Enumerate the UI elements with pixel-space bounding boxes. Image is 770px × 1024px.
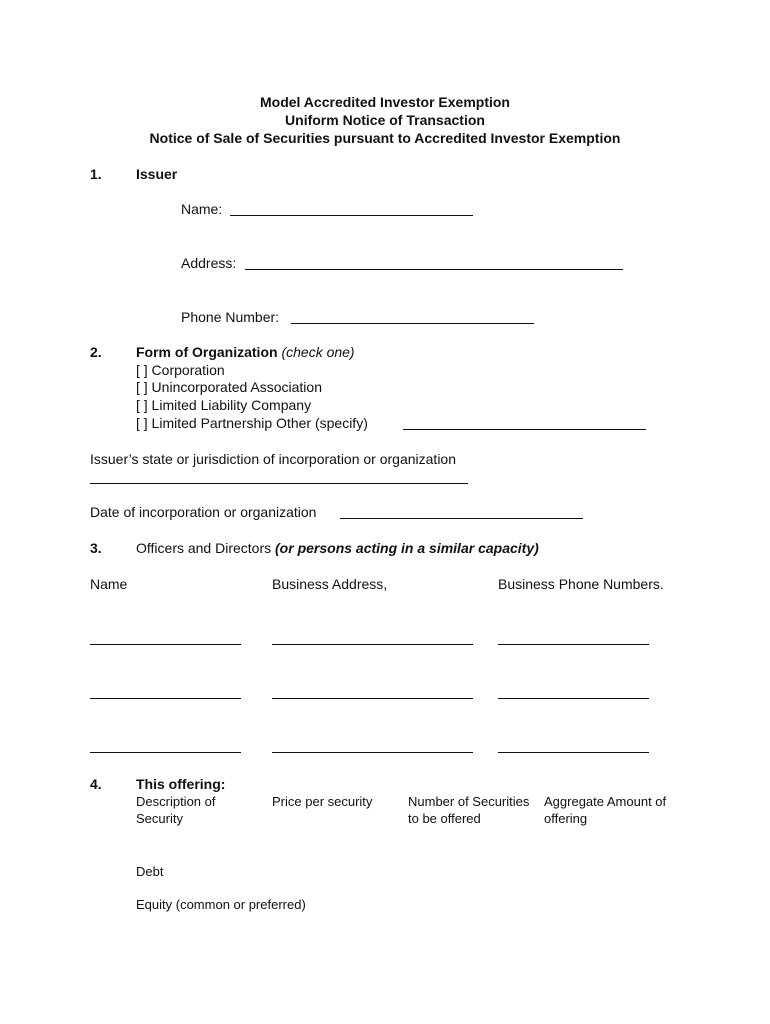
section-1-heading: Issuer bbox=[136, 166, 178, 182]
section-1-number: 1. bbox=[90, 166, 102, 182]
org-option-llc[interactable]: [ ] Limited Liability Company bbox=[136, 397, 312, 413]
title-line-1: Model Accredited Investor Exemption bbox=[260, 94, 510, 110]
section-4-heading: This offering: bbox=[136, 776, 226, 792]
section-2-number: 2. bbox=[90, 344, 102, 360]
section-4-number: 4. bbox=[90, 776, 102, 792]
state-jurisdiction-field[interactable] bbox=[90, 483, 468, 484]
officer-2-name-field[interactable] bbox=[90, 698, 241, 699]
issuer-name-label: Name: bbox=[181, 201, 223, 217]
officer-3-address-field[interactable] bbox=[272, 752, 473, 753]
issuer-phone-field[interactable] bbox=[291, 323, 534, 324]
officer-1-address-field[interactable] bbox=[272, 644, 473, 645]
issuer-phone-label: Phone Number: bbox=[181, 309, 280, 325]
section-3-heading: Officers and Directors bbox=[136, 540, 272, 556]
title-line-3: Notice of Sale of Securities pursuant to Accredited Investor Exemption bbox=[149, 130, 621, 146]
offering-col-number: Number of Securities to be offered bbox=[408, 794, 530, 826]
offering-col-aggregate: Aggregate Amount of offering bbox=[544, 794, 667, 826]
officer-3-name-field[interactable] bbox=[90, 752, 241, 753]
section-3-heading-note: (or persons acting in a similar capacity) bbox=[275, 540, 539, 556]
section-2-heading-note: (check one) bbox=[281, 344, 355, 360]
title-line-2: Uniform Notice of Transaction bbox=[285, 112, 485, 128]
officers-col-name: Name bbox=[90, 576, 128, 592]
officers-col-phone: Business Phone Numbers. bbox=[498, 576, 664, 592]
officer-2-address-field[interactable] bbox=[272, 698, 473, 699]
section-3-heading-row bbox=[136, 539, 539, 557]
section-2-heading: Form of Organization bbox=[136, 344, 278, 360]
state-jurisdiction-label: Issuer’s state or jurisdiction of incorporation or organization bbox=[90, 451, 457, 467]
org-option-unincorporated-association[interactable]: [ ] Unincorporated Association bbox=[136, 379, 322, 395]
officer-1-name-field[interactable] bbox=[90, 644, 241, 645]
offering-row-debt: Debt bbox=[136, 864, 164, 879]
officer-1-phone-field[interactable] bbox=[498, 644, 649, 645]
officer-3-phone-field[interactable] bbox=[498, 752, 649, 753]
org-option-corporation[interactable]: [ ] Corporation bbox=[136, 362, 225, 378]
org-option-limited-partnership-other[interactable]: [ ] Limited Partnership Other (specify) bbox=[136, 415, 368, 431]
officers-col-address: Business Address, bbox=[272, 576, 388, 592]
offering-row-equity: Equity (common or preferred) bbox=[136, 897, 306, 912]
incorporation-date-field[interactable] bbox=[340, 518, 583, 519]
section-3-number: 3. bbox=[90, 540, 102, 556]
offering-col-description: Description of Security bbox=[136, 794, 216, 826]
offering-col-price: Price per security bbox=[272, 794, 373, 809]
issuer-address-label: Address: bbox=[181, 255, 237, 271]
section-2-heading-row bbox=[136, 343, 355, 361]
officer-2-phone-field[interactable] bbox=[498, 698, 649, 699]
issuer-name-field[interactable] bbox=[230, 215, 473, 216]
incorporation-date-label: Date of incorporation or organization bbox=[90, 504, 317, 520]
org-other-specify-field[interactable] bbox=[403, 429, 646, 430]
issuer-address-field[interactable] bbox=[245, 269, 623, 270]
